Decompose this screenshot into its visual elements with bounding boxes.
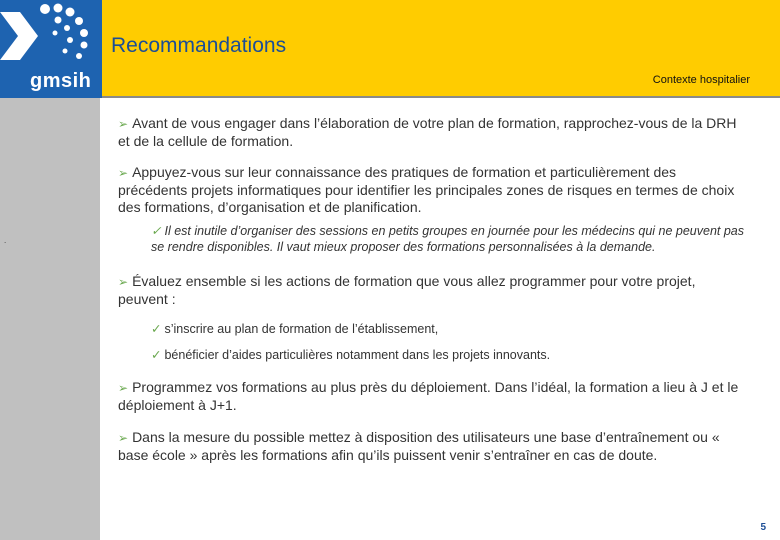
page-number: 5 xyxy=(760,522,766,533)
sub-list-item xyxy=(151,224,748,255)
sidebar-mark: . xyxy=(4,236,7,245)
list-item xyxy=(118,164,748,216)
header-divider xyxy=(102,96,780,98)
arrow-bullet-icon: ➢ xyxy=(118,117,129,131)
page-subtitle: Contexte hospitalier xyxy=(652,74,750,86)
check-icon: ✓ xyxy=(151,347,162,362)
check-icon: ✓ xyxy=(151,322,162,336)
gmsih-logo xyxy=(0,0,102,98)
arrow-bullet-icon: ➢ xyxy=(118,166,129,180)
content-body xyxy=(118,115,748,478)
left-gray-strip xyxy=(0,98,100,540)
list-item xyxy=(118,273,748,308)
paragraph-text: Avant de vous engager dans l’élaboration de votre plan de formation, rapprochez-vous de la DRH et de la cellule de formation. xyxy=(118,115,737,149)
paragraph-text: Évaluez ensemble si les actions de formation que vous allez programmer pour votre projet, peuvent : xyxy=(118,273,696,307)
list-item xyxy=(118,429,748,464)
sub-item-text: s’inscrire au plan de formation de l’établissement, xyxy=(164,322,439,336)
sub-list-item xyxy=(151,322,748,338)
arrow-bullet-icon: ➢ xyxy=(118,431,129,445)
check-icon: ✓ xyxy=(151,224,162,238)
sub-item-text: Il est inutile d’organiser des sessions en petits groupes en journée pour les médecins qui ne peuvent pas se rendre disponibles. Il vaut mieux proposer des formations personnalisées à la demande. xyxy=(151,224,745,254)
arrow-bullet-icon: ➢ xyxy=(118,381,129,395)
sub-list-item xyxy=(151,348,748,364)
list-item xyxy=(118,115,748,150)
gmsih-arrow-logo-icon xyxy=(0,0,102,70)
list-item xyxy=(118,379,748,414)
paragraph-text: Programmez vos formations au plus près du déploiement. Dans l’idéal, la formation a lieu à J et le déploiement à J+1. xyxy=(118,379,739,413)
page-title: Recommandations xyxy=(111,34,287,57)
sub-item-text: bénéficier d’aides particulières notamment dans les projets innovants. xyxy=(164,347,551,362)
paragraph-text: Appuyez-vous sur leur connaissance des pratiques de formation et particulièrement des précédents projets informatiques pour identifier les principales zones de risques en termes de choix des formations, d’organisation et de planification. xyxy=(118,164,735,215)
logo-text: gmsih xyxy=(30,70,92,92)
arrow-bullet-icon: ➢ xyxy=(118,275,129,289)
paragraph-text: Dans la mesure du possible mettez à disposition des utilisateurs une base d’entraînement ou « base école » après les formations afin qu’ils puissent venir s’entraîner en cas de doute. xyxy=(118,429,720,463)
